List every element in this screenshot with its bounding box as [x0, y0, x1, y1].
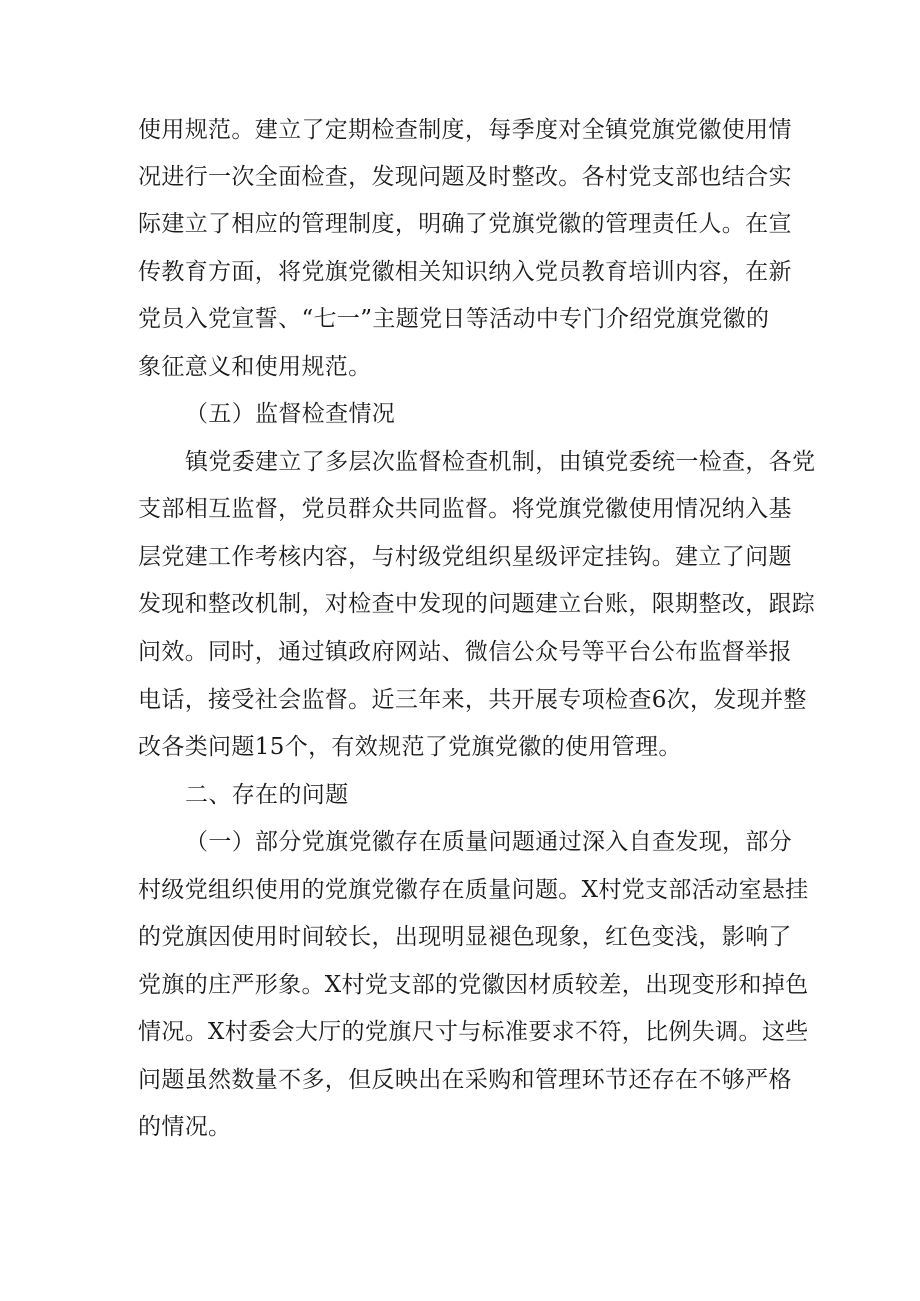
- body-text-line: 使用规范。建立了定期检查制度，每季度对全镇党旗党徽使用情: [138, 117, 792, 143]
- body-text-line: 传教育方面，将党旗党徽相关知识纳入党员教育培训内容，在新: [138, 259, 792, 285]
- body-text-line: 况进行一次全面检查，发现问题及时整改。各村党支部也结合实: [138, 164, 792, 190]
- body-text-line: 村级党组织使用的党旗党徽存在质量问题。X村党支部活动室悬挂: [138, 877, 809, 903]
- subsection-heading-line: （一）部分党旗党徽存在质量问题通过深入自查发现，部分: [185, 829, 793, 855]
- body-text-line: 问效。同时，通过镇政府网站、微信公众号等平台公布监督举报: [138, 639, 792, 665]
- body-text-line: 发现和整改机制，对检查中发现的问题建立台账，限期整改，跟踪: [138, 591, 816, 617]
- body-text-line: 情况。X村委会大厅的党旗尺寸与标准要求不符，比例失调。这些: [138, 1019, 809, 1045]
- section-heading: （五）监督检查情况: [185, 401, 396, 427]
- body-text-line: 改各类问题15个，有效规范了党旗党徽的使用管理。: [138, 734, 682, 760]
- body-text-line: 的党旗因使用时间较长，出现明显褪色现象，红色变浅，影响了: [138, 924, 792, 950]
- body-text-line: 支部相互监督，党员群众共同监督。将党旗党徽使用情况纳入基: [138, 496, 792, 522]
- body-text-line: 的情况。: [138, 1114, 232, 1140]
- body-text-line: 问题虽然数量不多，但反映出在采购和管理环节还存在不够严格: [138, 1067, 792, 1093]
- body-text-line: 镇党委建立了多层次监督检查机制，由镇党委统一检查，各党: [185, 449, 816, 475]
- body-text-line: 层党建工作考核内容，与村级党组织星级评定挂钩。建立了问题: [138, 544, 792, 570]
- body-text-line: 际建立了相应的管理制度，明确了党旗党徽的管理责任人。在宣: [138, 211, 792, 237]
- body-text-line: 党旗的庄严形象。X村党支部的党徽因材质较差，出现变形和掉色: [138, 972, 809, 998]
- section-heading: 二、存在的问题: [185, 782, 349, 808]
- body-text-line: 电话，接受社会监督。近三年来，共开展专项检查6次，发现并整: [138, 687, 807, 713]
- body-text-line: 党员入党宣誓、“七一”主题党日等活动中专门介绍党旗党徽的: [138, 306, 770, 332]
- body-text-line: 象征意义和使用规范。: [138, 354, 372, 380]
